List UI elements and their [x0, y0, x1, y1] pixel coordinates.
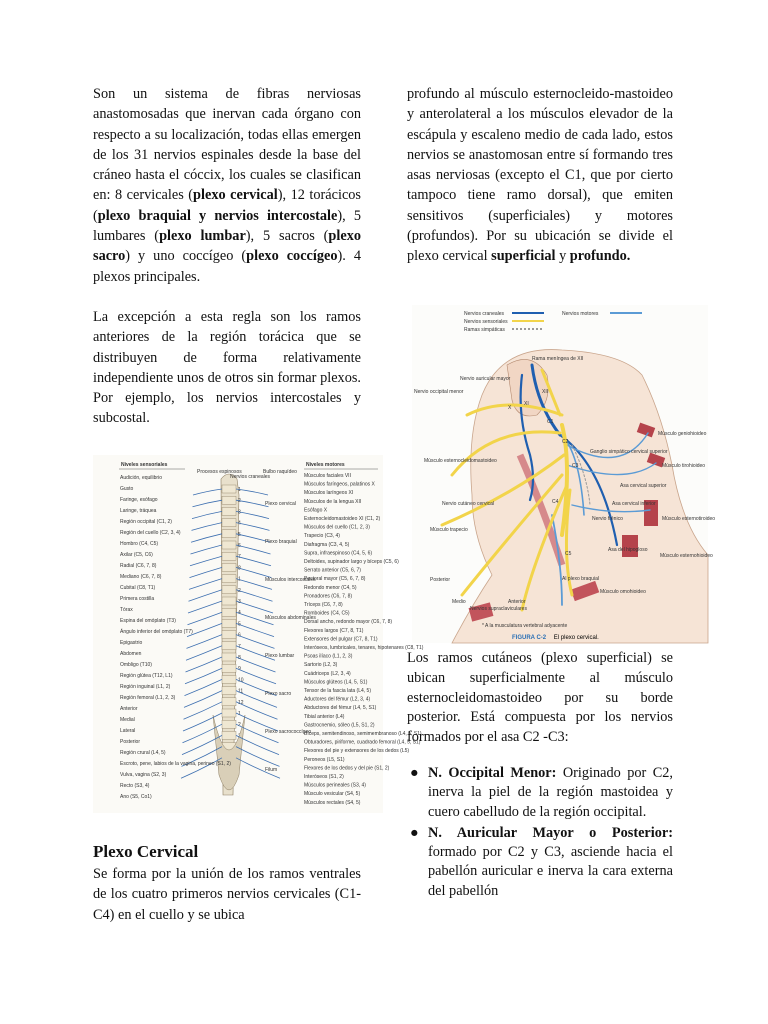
spinal-nerve — [236, 511, 269, 518]
bullet-icon: ● — [410, 765, 419, 781]
anatomy-label: Asa cervical inferior — [612, 501, 656, 507]
plexus-label: Plexo sacrococcígeo — [265, 729, 312, 735]
anatomy-label: C1 — [547, 419, 554, 425]
motor-label: Tríceps (C6, 7, 8) — [304, 602, 343, 608]
anatomy-label: Posterior — [430, 577, 451, 583]
motor-label: Tensor de la fascia lata (L4, 5) — [304, 688, 371, 694]
vertebra — [222, 563, 236, 571]
vertebra — [222, 687, 236, 695]
text-run: ), 5 sacros ( — [245, 228, 329, 245]
intro-paragraph — [93, 84, 361, 287]
vertebra-number: 5 — [238, 531, 241, 538]
sensory-label: Medial — [120, 717, 135, 723]
cervical-plexus-diagram — [412, 305, 716, 643]
spinal-nerve — [186, 657, 223, 672]
motor-label: Obturadores, piriforme, cuadrado femoral (L4, 5, S1) — [304, 739, 421, 746]
anatomy-label: Medio — [452, 599, 466, 605]
sensory-label: Ano (S5, Co1) — [120, 794, 152, 800]
vertebra-number: 6 — [238, 632, 241, 639]
vertebra-number: 2 — [238, 722, 241, 729]
plexus-label: Músculos intercostales — [265, 577, 316, 583]
vertebra — [222, 642, 236, 650]
anatomy-label: Al plexo braquial — [562, 576, 599, 582]
spinal-nerve — [186, 646, 222, 660]
text-run: profundo al músculo esternocleido-mastoideo y anterolateral a los músculos elevador de la escápula y escaleno medio de cada lado, estos nervios se anastomosan entre sí formando tres asas nerviosas (excepto el C1, que por cierto tampoco tiene ramo dorsal), que emiten sensitivos (superficiales) y motores (profundos). Por su ubicación se divide el plexo cervical — [407, 86, 673, 265]
anatomy-label: Músculo esternotiroideo — [662, 516, 716, 522]
motor-label: Músculo vesicular (S4, 5) — [304, 791, 361, 798]
spinal-nerve — [189, 590, 223, 601]
anatomy-label: Ganglio simpático cervical superior — [590, 449, 668, 455]
motor-label: Músculos laríngeos XI — [304, 490, 354, 497]
spinal-nerve — [188, 601, 222, 613]
spinal-nerve — [236, 735, 279, 754]
spinal-nerve — [191, 534, 222, 542]
sensory-label: Ombligo (T10) — [120, 662, 152, 668]
spinal-nerve — [192, 511, 222, 518]
sensory-label: Hombro (C4, C5) — [120, 541, 159, 547]
motor-levels-header: Niveles motores — [306, 462, 345, 468]
sensory-label: Región occipital (C1, 2) — [120, 519, 172, 525]
legend-label: Nervios craneales — [464, 311, 505, 317]
exception-paragraph: La excepción a esta regla son los ramos anteriores de la región torácica que se distribuyen de forma relativamente independiente unos de otros sin formar plexos. Por ejemplo, los nervios intercostales y subcostal. — [93, 308, 361, 427]
figure-caption — [512, 635, 599, 641]
sensory-levels-header: Niveles sensoriales — [121, 462, 168, 468]
motor-label: Músculos del cuello (C1, 2, 3) — [304, 524, 370, 531]
vertebra — [222, 496, 236, 504]
anatomy-label: C2 — [562, 439, 569, 445]
sensory-label: Primera costilla — [120, 596, 155, 602]
nerve-list-item — [410, 824, 673, 901]
legend-label: Nervios motores — [562, 311, 599, 317]
motor-label: Sartorio (L2, 3) — [304, 662, 338, 669]
sensory-label: Ángulo inferior del omóplato (T7) — [120, 629, 193, 635]
motor-label: Músculos rectales (S4, 5) — [304, 799, 361, 806]
nerve-legend — [464, 311, 642, 333]
spinal-nerve — [236, 587, 273, 601]
motor-label: Flexores de los dedos y del pie (S1, 2) — [304, 765, 390, 772]
vertebra — [222, 586, 236, 594]
anatomy-label: * A la musculatura vertebral adyacente — [482, 623, 568, 629]
nerve-description: formado por C2 y C3, asciende hacia el pabellón auricular e inerva la cara externa del pabellón — [428, 844, 673, 899]
vertebra — [222, 664, 236, 672]
sensory-label: Epigastrio — [120, 640, 143, 646]
motor-label: Pectoral mayor (C5, 6, 7, 8) — [304, 576, 366, 583]
spinal-nerve — [236, 623, 274, 636]
anatomy-label: Anterior — [508, 599, 526, 605]
spinal-nerve — [236, 601, 273, 613]
spinal-nerve — [236, 489, 268, 495]
nerve-list — [410, 764, 673, 903]
sensory-label: Laringe, tráquea — [120, 508, 157, 514]
anatomy-label: XI — [524, 401, 529, 407]
anatomy-label: Nervios supraclaviculares — [470, 606, 527, 612]
motor-label: Supra, infraespinoso (C4, 5, 6) — [304, 550, 373, 557]
vertebra — [222, 631, 236, 639]
motor-label: Redondo menor (C4, 5) — [304, 584, 357, 591]
spinal-nerves-diagram — [93, 455, 424, 813]
figure-caption-text: El plexo cervical. — [553, 635, 599, 641]
bold-term: plexo braquial y nervios intercostale — [97, 207, 338, 224]
spinal-nerve — [187, 635, 223, 649]
bold-term: plexo sacro — [93, 228, 361, 265]
motor-label: Esófago X — [304, 507, 328, 514]
vertebra-number: 6 — [238, 543, 241, 549]
plexus-label: Músculos abdominales — [265, 615, 316, 621]
vertebra-number: 2 — [238, 498, 241, 505]
vertebrae — [222, 485, 244, 762]
anatomy-label: Asa cervical superior — [620, 483, 667, 489]
anatomy-label: C4 — [552, 499, 559, 505]
motor-label: Músculos perineales (S3, 4) — [304, 782, 366, 789]
motor-label: Psoas ilíaco (L1, 2, 3) — [304, 653, 353, 660]
anatomy-label: Rama meníngea de XII — [532, 356, 584, 362]
text-run: ), 5 lumbares ( — [93, 207, 361, 245]
spinal-column — [213, 474, 245, 795]
anatomy-label: Músculo esternohioideo — [660, 553, 713, 559]
legend-label: Ramas simpáticas — [464, 327, 505, 333]
spinal-nerve — [190, 567, 223, 577]
sensory-label: Radial (C6, 7, 8) — [120, 563, 157, 569]
vertebra — [222, 608, 236, 616]
sensory-label: Vulva, vagina (S2, 3) — [120, 772, 167, 778]
anatomy-label: C3 — [572, 463, 579, 469]
vertebra — [222, 731, 236, 739]
sensory-label: Región femoral (L1, 2, 3) — [120, 695, 176, 701]
vertebra — [222, 720, 236, 728]
vertebra-number: 10 — [238, 677, 244, 684]
vertebra-number: 2 — [238, 587, 241, 594]
vertebra — [222, 653, 236, 661]
spinal-nerve — [236, 520, 270, 531]
bullet-icon: ● — [410, 824, 419, 841]
anatomy-label: Músculo tirohioideo — [662, 463, 706, 469]
vertebra-number: 5 — [238, 621, 241, 628]
vertebra-number: 7 — [238, 643, 241, 650]
nerve-list-item — [410, 764, 673, 822]
vertebra-number: 4 — [238, 610, 241, 617]
sensory-label: Abdomen — [120, 651, 142, 657]
spinal-nerve — [236, 747, 280, 767]
bold-term: plexo lumbar — [159, 228, 246, 245]
motor-label: Esternocleidomastoideo XI (C1, 2) — [304, 516, 381, 522]
vertebra — [222, 530, 236, 538]
vertebra-number: 3 — [238, 509, 241, 516]
spinal-nerve — [184, 702, 223, 719]
top-label: Procesos espinosos — [197, 469, 242, 475]
spinal-nerves-figure — [93, 455, 424, 813]
vertebra — [222, 519, 236, 527]
vertebra-number: 12 — [238, 699, 244, 706]
cervical-plexus-continuation — [407, 84, 673, 267]
plexus-label: Plexo braquial — [265, 539, 297, 545]
sensory-label: Faringe, esófago — [120, 497, 158, 503]
anatomy-label: Músculo omohioideo — [600, 589, 646, 595]
spinal-nerve — [189, 579, 222, 590]
sensory-label: Audición, equilibrio — [120, 475, 162, 481]
motor-label: Deltoides, supinador largo y bíceps (C5, 6) — [304, 559, 399, 565]
sensory-label: Región glútea (T12, L1) — [120, 673, 173, 679]
nerve-description: Originado por C2, inerva la piel de la región mastoidea y cuero cabelludo de la región occipital. — [428, 765, 673, 820]
motor-label: Tibial anterior (L4) — [304, 713, 345, 720]
motor-label: Interóseos (S1, 2) — [304, 774, 344, 780]
motor-label: Interóseos, lumbricales, tenares, hipotenares (C8, T1) — [304, 645, 424, 651]
anatomy-label: Nervio occipital menor — [414, 389, 464, 395]
vertebra-number: 8 — [238, 655, 241, 661]
motor-label: Peroneos (L5, S1) — [304, 756, 345, 763]
anatomy-label: Músculo geniohioideo — [658, 431, 707, 437]
motor-label: Aductores del fémur (L2, 3, 4) — [304, 696, 371, 703]
plexus-label: Plexo sacro — [265, 691, 292, 697]
anatomy-label: Asa del hipogloso — [608, 547, 648, 553]
left-column — [93, 84, 361, 429]
sensory-label: Mediano (C6, 7, 8) — [120, 574, 162, 580]
motor-label: Romboides (C4, C5) — [304, 610, 350, 617]
vertebra — [222, 698, 236, 706]
superficial-plexus-paragraph: Los ramos cutáneos (plexo superficial) se ubican superficialmente al músculo esternocleidomastoideo por su borde posterior. Está compuesta por los nervios formados por el asa C2 -C3: — [407, 650, 673, 746]
nerve-name: N. Occipital Menor: — [428, 765, 557, 781]
motor-label: Músculos de la lengua XII — [304, 498, 362, 505]
sensory-label: Anterior — [120, 706, 138, 712]
vertebra — [222, 552, 236, 560]
anatomy-label: Nervio cutáneo cervical — [442, 501, 494, 507]
plexus-label: Filum — [265, 767, 278, 773]
spinal-nerve — [185, 668, 222, 684]
motor-label: Bíceps, semitendinoso, semimembranoso (L4, 5, S1) — [304, 731, 422, 737]
vertebra — [222, 675, 236, 683]
motor-label: Diafragma (C3, 4, 5) — [304, 541, 350, 548]
spinal-nerve — [193, 500, 223, 507]
motor-label: Serrato anterior (C5, 6, 7) — [304, 567, 361, 574]
sensory-label: Lateral — [120, 728, 136, 734]
vertebra-number: 3 — [238, 599, 241, 605]
motor-label: Flexores largos (C7, 8, T1) — [304, 627, 364, 634]
spinal-nerve — [236, 500, 269, 507]
plexus-label: Plexo cervical — [265, 501, 296, 507]
sensory-label: Axilar (C5, C6) — [120, 552, 153, 558]
vertebra-number: 1 — [238, 711, 241, 717]
bold-term: superficial — [491, 248, 556, 265]
motor-label: Gastrocnemio, sóleo (L5, S1, 2) — [304, 722, 375, 729]
right-column — [407, 84, 673, 267]
text-run: ) y uno coccígeo ( — [125, 248, 247, 265]
vertebra-number: 4 — [238, 520, 241, 527]
sensory-label: Posterior — [120, 739, 141, 745]
sensory-label: Cubital (C8, T1) — [120, 585, 156, 591]
motor-label: Trapecio (C3, 4) — [304, 533, 340, 540]
sensory-label: Región crural (L4, 5) — [120, 750, 166, 756]
spinal-nerve — [190, 556, 222, 566]
spinal-nerve — [188, 612, 223, 625]
anatomy-label: C5 — [565, 551, 572, 557]
sensory-label: Escroto, pene, labios de la vagina, perineo (S1, 2) — [120, 761, 231, 767]
anatomy-label: Músculo esternocleidomastoideo — [424, 458, 497, 464]
spinal-nerve — [236, 699, 278, 719]
nerve-name: N. Auricular Mayor o Posterior: — [428, 824, 673, 841]
section-heading-plexo-cervical: Plexo Cervical — [93, 842, 199, 861]
vertebra-number: 1 — [238, 487, 241, 493]
text-run: y — [555, 248, 570, 265]
bold-term: profundo. — [569, 248, 631, 265]
spinal-nerve — [193, 489, 222, 495]
motor-label: Pronadores (C6, 7, 8) — [304, 593, 353, 600]
sensory-label: Tórax — [120, 607, 133, 613]
vertebra — [222, 619, 236, 627]
cervical-plexus-paragraph: Se forma por la unión de los ramos ventrales de los cuatro primeros nervios cervicales (C1-C4) en el cuello y se ubica — [93, 866, 361, 923]
vertebra-number: 7 — [238, 554, 241, 561]
text-run: ), 12 torácicos ( — [93, 187, 361, 224]
figure-number: FIGURA C-2 — [512, 635, 547, 641]
spinal-nerve — [191, 545, 223, 554]
motor-label: Dorsal ancho, redondo mayor (C6, 7, 8) — [304, 619, 393, 626]
sensory-label: Gusto — [120, 486, 134, 492]
spinal-nerve — [236, 545, 271, 554]
anatomy-label: XII — [542, 389, 549, 395]
top-label: Nervios craneales — [230, 474, 271, 480]
spinal-nerve — [236, 657, 276, 672]
text-run: ). 4 plexos principales. — [93, 248, 361, 285]
sensory-label: Región del cuello (C2, 3, 4) — [120, 530, 181, 536]
motor-level-labels — [304, 473, 424, 806]
top-label: Bulbo raquídeo — [263, 469, 297, 475]
anatomy-label: X — [508, 405, 512, 411]
vertebra — [222, 709, 236, 717]
legend-label: Nervios sensoriales — [464, 319, 508, 325]
vertebra-number: 8 — [238, 565, 241, 572]
motor-label: Flexores del pie y extensores de los dedos (L5) — [304, 748, 410, 755]
bold-term: plexo coccígeo — [246, 248, 338, 265]
sensory-label: Recto (S3, 4) — [120, 783, 150, 789]
vertebra-number: 11 — [238, 688, 244, 695]
vertebra — [222, 575, 236, 583]
spinal-nerve — [192, 523, 223, 531]
vertebra — [222, 485, 236, 493]
sensory-label: Espina del omóplato (T3) — [120, 618, 176, 624]
motor-label: Abductores del fémur (L4, 5, S1) — [304, 705, 377, 712]
motor-label: Músculos faciales VII — [304, 473, 351, 479]
vertebra-number: 1 — [238, 576, 241, 583]
bold-term: plexo cervical — [193, 187, 278, 204]
vertebra — [222, 541, 236, 549]
sensory-label: Región inguinal (L1, 2) — [120, 684, 171, 690]
vertebra — [222, 597, 236, 605]
text-run: Son un sistema de fibras nerviosas anastomosadas que inervan cada órgano con respecto a su localización, todas ellas emergen de los 31 nervios espinales desde la base del cráneo hasta el cóccix, los cuales se clasifican en: 8 cervicales ( — [93, 86, 361, 204]
motor-label: Músculos faríngeos, palatinos X — [304, 481, 375, 488]
anatomy-label: Nervio frénico — [592, 516, 623, 522]
motor-label: Músculos glúteos (L4, 5, S1) — [304, 679, 368, 686]
anatomy-label: Músculo trapecio — [430, 527, 468, 533]
plexus-label: Plexo lumbar — [265, 653, 295, 659]
anatomy-label: Nervio auricular mayor — [460, 376, 511, 382]
spinal-nerve — [236, 632, 275, 649]
vertebra — [222, 507, 236, 515]
spinal-nerve — [236, 556, 271, 566]
cervical-plexus-figure — [412, 305, 716, 643]
motor-label: Cuádriceps (L2, 3, 4) — [304, 670, 351, 677]
vertebra-number: 9 — [238, 666, 241, 673]
motor-label: Extensores del pulgar (C7, 8, T1) — [304, 636, 378, 643]
